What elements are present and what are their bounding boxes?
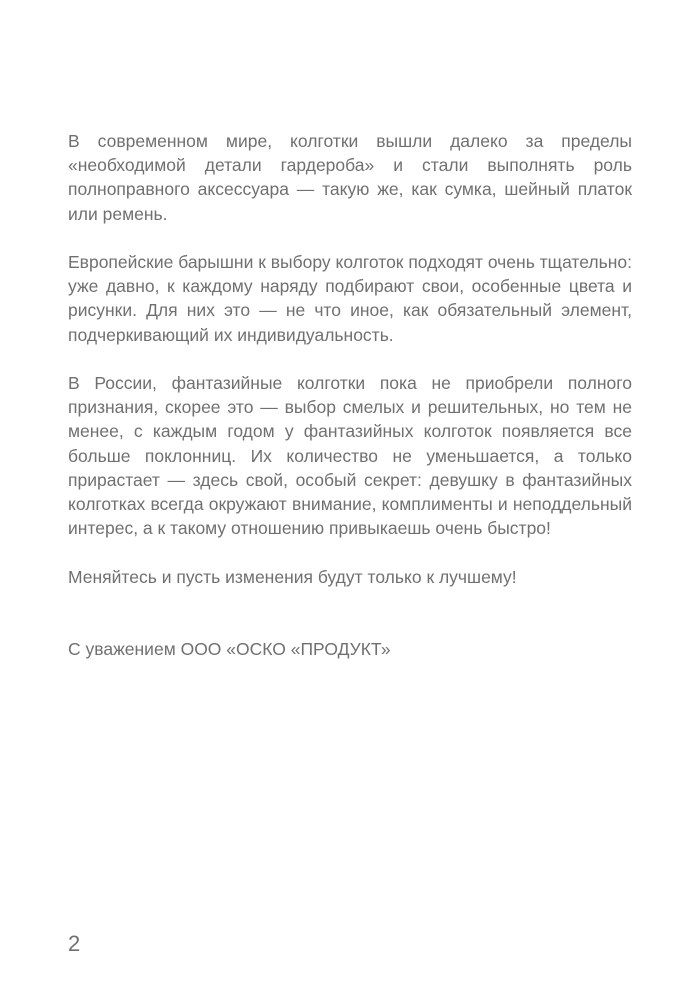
signature: С уважением ООО «ОСКО «ПРОДУКТ» — [68, 638, 391, 659]
paragraph-closing: Меняйтесь и пусть изменения будут только к лучшему! — [68, 566, 517, 587]
paragraph-intro: В современном мире, колготки вышли далеко за пределы «необходимой детали гардероба» и стали выполнять роль полноправного аксессуара — такую же, как сумка, шейный платок или ремень. — [68, 131, 632, 224]
body-text — [68, 129, 632, 685]
paragraph-russia: В России, фантазийные колготки пока не приобрели полного признания, скорее это — выбор смелых и решительных, но тем не менее, с каждым годом у фантазийных колготок появляется все больше поклонниц. Их количество не уменьшается, а только прирастает — здесь свой, особый секрет: девушку в фантазийных колготках всегда окружают внимание, комплименты и неподдельный интерес, а к такому отношению привыкаешь очень быстро! — [68, 373, 632, 539]
paragraph-europe: Европейские барышни к выбору колготок подходят очень тщательно: уже давно, к каждому наряду подбирают свои, особенные цвета и рисунки. Для них это — не что иное, как обязательный элемент, подчеркивающий их индивидуальность. — [68, 252, 632, 345]
page-number: 2 — [68, 931, 81, 956]
